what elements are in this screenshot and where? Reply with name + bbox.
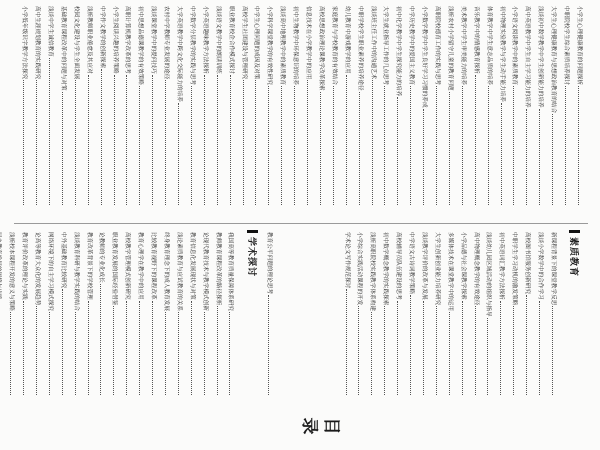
toc-leader-dots	[23, 301, 31, 395]
toc-entry-title: 初中英语词汇教学方法探析	[498, 232, 505, 300]
toc-entry	[406, 232, 418, 408]
toc-entry-title: 小学英语趣味教学方法探析	[201, 6, 208, 74]
toc-entry	[97, 232, 109, 408]
toc-entry	[561, 6, 573, 218]
toc-entry-title: 中学数学分层教学的实践与思考	[189, 6, 195, 86]
toc-entry	[19, 232, 31, 408]
toc-entry-title: 中学作文教学的创新探索	[98, 6, 105, 69]
toc-leader-dots	[333, 86, 341, 205]
toc-entry	[213, 232, 225, 408]
toc-leader-dots	[410, 86, 418, 205]
toc-entry-title: 浅析教师职业倦怠及其应对	[85, 6, 92, 74]
toc-leader-dots	[23, 80, 31, 205]
toc-leader-dots	[436, 86, 444, 205]
toc-entry	[342, 232, 354, 408]
toc-entry	[161, 6, 173, 218]
toc-leader-dots	[436, 306, 444, 395]
toc-leader-dots	[552, 306, 560, 395]
toc-entry-title: 初中生物教学中环保意识的培养	[292, 6, 299, 86]
toc-entry	[135, 232, 147, 408]
toc-entry	[58, 6, 70, 218]
toc-entry	[316, 6, 328, 218]
toc-leader-dots	[49, 58, 57, 205]
toc-entry-title: 小学低年级识字教学方法探究	[21, 6, 28, 80]
toc-entry-title: 农村中学教师专业发展的途径	[163, 6, 170, 80]
toc-entry-title: 论现代教育技术与教学模式创新	[201, 232, 208, 312]
toc-entry-title: 中学历史教学中的爱国主义教育	[408, 6, 415, 86]
toc-entry	[380, 232, 392, 408]
toc-entry	[84, 232, 96, 408]
toc-entry-title: 教育信息化发展现状与对策	[188, 232, 195, 300]
toc-leader-dots	[10, 312, 18, 395]
toc-entry	[213, 6, 225, 218]
toc-entry-title: 浅论素质教育与应试教育的关系	[175, 232, 182, 312]
toc-entry	[6, 232, 18, 408]
toc-entry-title: 职业教育发展的国际经验借鉴	[111, 232, 118, 306]
toc-leader-dots	[565, 86, 573, 205]
toc-entry-title: 高校辅导员队伍建设的思考	[395, 232, 402, 300]
toc-leader-dots	[217, 306, 225, 395]
toc-entry-title: 中职院校学生综合素质培养探讨	[563, 6, 570, 86]
toc-leader-dots	[294, 86, 302, 205]
toc-entry-title: 学术论文写作规范探讨	[343, 232, 350, 289]
toc-entry	[445, 232, 457, 408]
toc-leader-dots	[75, 312, 83, 395]
toc-leader-dots	[384, 306, 392, 395]
column-divider	[14, 223, 588, 224]
toc-entry	[393, 6, 405, 218]
toc-leader-dots	[526, 295, 534, 395]
toc-entry	[135, 6, 147, 218]
toc-leader-dots	[539, 301, 547, 395]
toc-entry	[19, 6, 31, 218]
toc-entry-title: 校园文化建设与学生全面发展	[72, 6, 79, 80]
toc-entry-title: 大学生心理健康教育与思想政治教育的结合	[550, 6, 557, 114]
toc-entry	[45, 6, 57, 218]
toc-entry	[200, 6, 212, 218]
toc-leader-dots	[139, 301, 147, 395]
section-header-quality-education	[567, 230, 582, 277]
toc-entry	[406, 6, 418, 218]
toc-entry	[574, 6, 586, 218]
toc-entry-title: 浅谈班主任工作中的沟通艺术	[369, 6, 376, 80]
toc-entry	[123, 6, 135, 218]
toc-entry-title: 体育教学中学生意志品质的培养	[485, 6, 492, 86]
toc-leader-dots	[204, 312, 212, 395]
toc-entry-title: 美术教学中学生审美能力的培养	[459, 6, 466, 86]
toc-entry	[264, 232, 276, 408]
toc-entry-title: 初中数学概念教学的实践探索	[382, 232, 389, 306]
toc-leader-dots	[410, 295, 418, 395]
toc-entry	[535, 6, 547, 218]
toc-leader-dots	[500, 301, 508, 395]
toc-leader-dots	[462, 86, 470, 205]
toc-column-right	[0, 226, 600, 450]
toc-leader-dots	[165, 312, 173, 395]
toc-entry-title: 高职院校德育工作的实践与思考	[434, 6, 441, 86]
toc-leader-dots	[165, 80, 173, 205]
toc-entry-title: 论教师的专业化成长	[98, 232, 105, 283]
toc-entry-title: 浅谈课堂教学中的提问技巧	[150, 6, 157, 74]
toc-entry-title: 新课程背景下的课堂教学反思	[550, 232, 556, 306]
toc-entry	[303, 6, 315, 218]
toc-leader-dots	[475, 306, 483, 395]
toc-entry	[419, 6, 431, 218]
toc-entry-title: 终身教育理念下的成人教育发展	[163, 232, 169, 312]
page-title-char: 目	[321, 417, 341, 441]
toc-entry	[355, 232, 367, 408]
toc-entry	[329, 6, 341, 218]
toc-leader-dots	[191, 86, 199, 205]
toc-leader-dots	[36, 80, 44, 205]
toc-entry	[522, 6, 534, 218]
toc-entry-title: 浅析农村小学留守儿童的教育问题	[447, 6, 453, 91]
page-title-char: 录	[299, 417, 319, 441]
toc-leader-dots	[88, 301, 96, 395]
toc-leader-dots	[101, 69, 109, 205]
toc-entry-title: 浅谈高中地理教学中的素质教育	[279, 6, 286, 86]
toc-entry	[432, 232, 444, 408]
toc-entry	[226, 232, 238, 408]
toc-entry	[187, 6, 199, 218]
toc-entry-title: 职业教育校企合作模式探讨	[227, 6, 234, 74]
toc-entry-title: 信息技术在小学教学中的应用	[305, 6, 312, 80]
toc-leader-dots	[49, 312, 57, 395]
toc-leader-dots	[423, 301, 431, 395]
toc-entry	[458, 6, 470, 218]
toc-entry-title: 小学数学教学中学生良好学习习惯的养成	[421, 6, 428, 108]
toc-entry-title: 中职学生学习动机的激发策略	[511, 232, 518, 306]
toc-leader-dots	[397, 97, 405, 205]
toc-entry-title: 浅析校本课程开发的意义与策略	[8, 232, 15, 312]
toc-entry	[161, 232, 173, 408]
toc-leader-dots	[513, 306, 521, 395]
toc-leader-dots	[423, 109, 431, 205]
toc-entry-title: 大学生创新创业能力培养研究	[433, 232, 440, 306]
toc-entry-title: 教育心理学在教学中的应用	[137, 232, 144, 300]
toc-entry	[110, 6, 122, 218]
toc-entry	[484, 232, 496, 408]
toc-entry-title: 浅谈幼儿园区域活动的组织与指导	[485, 232, 492, 317]
toc-entry-title: 小学生心理健康教育的问题探析	[576, 6, 582, 86]
toc-leader-dots	[488, 86, 496, 205]
toc-leader-dots	[256, 80, 264, 205]
page-title	[298, 410, 342, 448]
toc-entry	[32, 232, 44, 408]
toc-leader-dots	[346, 75, 354, 205]
toc-entry	[367, 232, 379, 408]
toc-entry	[419, 232, 431, 408]
toc-entry	[187, 232, 199, 408]
toc-leader-dots	[372, 80, 380, 205]
toc-entry-title: 小学语文阅读教学中的素质教育	[511, 6, 518, 86]
toc-entry	[355, 6, 367, 218]
toc-entry	[174, 6, 186, 218]
toc-entry-title: 教育公平问题的理论思考	[266, 232, 273, 295]
toc-leader-dots	[449, 312, 457, 395]
toc-leader-dots	[501, 103, 509, 205]
toc-entry	[497, 6, 509, 218]
toc-entry	[148, 6, 160, 218]
toc-entry-title: 高中生涯规划教育的实践研究	[34, 6, 41, 80]
toc-leader-dots	[539, 109, 547, 205]
toc-entry-title: 我国高等教育质量保障体系研究	[227, 232, 234, 312]
toc-entry	[471, 232, 483, 408]
toc-entry	[122, 232, 134, 408]
toc-entry	[109, 232, 121, 408]
toc-entry	[535, 232, 547, 408]
toc-entry	[496, 232, 508, 408]
toc-entry	[239, 6, 251, 218]
toc-entry-title: 中职学校学生职业素养的培养途径	[356, 6, 363, 91]
toc-leader-dots	[101, 284, 109, 395]
toc-entry	[200, 232, 212, 408]
toc-leader-dots	[268, 295, 276, 395]
toc-entry-title: 高中英语教学中学生自主学习能力的培养	[524, 6, 531, 108]
toc-entry-title: 小学综合实践活动课程的开发	[356, 232, 363, 306]
toc-leader-dots	[526, 109, 534, 205]
section-marker	[569, 230, 580, 233]
toc-entry-title: 多媒体技术在课堂教学中的运用	[446, 232, 453, 312]
toc-leader-dots	[346, 289, 354, 395]
toc-leader-dots	[268, 86, 276, 205]
toc-entry-title: 初中化学教学中学生探究能力的培养	[395, 6, 402, 97]
toc-entry	[32, 6, 44, 218]
toc-entry	[510, 6, 522, 218]
toc-entry	[290, 6, 302, 218]
toc-entry	[84, 6, 96, 218]
section-title: 学术探讨	[246, 237, 256, 278]
toc-leader-dots	[191, 301, 199, 395]
toc-entry-title: 浅析高职院校实践教学体系构建	[369, 232, 376, 312]
toc-leader-dots	[217, 75, 225, 205]
toc-entry	[148, 232, 160, 408]
toc-leader-dots	[178, 312, 186, 395]
section-title: 素质教育	[568, 237, 578, 278]
toc-entry	[484, 6, 496, 218]
toc-leader-dots	[488, 318, 496, 395]
toc-entry-title: 浅谈语文教学中的朗读训练	[214, 6, 221, 74]
toc-entry-title: 中外基础教育比较研究	[59, 232, 66, 289]
toc-entry	[58, 232, 70, 408]
toc-entry	[252, 6, 264, 218]
toc-entry-title: 小学生阅读兴趣的培养策略	[111, 6, 118, 74]
toc-leader-dots	[36, 306, 44, 395]
toc-entry-title: 教育改革背景下的学校管理	[85, 232, 92, 300]
toc-entry-title: 教师教育课程改革的路径探析	[214, 232, 221, 306]
toc-entry-title: 小学品德与社会课教学探索	[459, 232, 466, 300]
toc-entry	[264, 6, 276, 218]
toc-leader-dots	[371, 312, 379, 395]
toc-entry-title: 初中思想品德课教学的有效策略	[137, 6, 144, 86]
section-marker	[247, 230, 258, 233]
toc-entry-title: 浅谈初中数学教学中学生创新能力的培养	[537, 6, 544, 108]
toc-entry	[277, 6, 289, 218]
toc-leader-dots	[62, 92, 70, 205]
toc-leader-dots	[385, 86, 393, 205]
toc-leader-dots	[243, 80, 251, 205]
toc-entry	[522, 232, 534, 408]
toc-entry	[342, 6, 354, 218]
toc-entry-title: 中学语文古诗词教学策略	[408, 232, 415, 295]
toc-entry-title: 浅谈教学评价的改革与发展	[421, 232, 427, 300]
toc-entry-title: 浅谈小学数学中的合作学习	[537, 232, 544, 300]
toc-entry	[509, 232, 521, 408]
toc-entry-title: 浅谈中学生诚信教育	[47, 6, 54, 57]
toc-entry	[432, 6, 444, 218]
toc-leader-dots	[320, 92, 328, 205]
toc-entry	[0, 232, 5, 408]
toc-entry-title: 比较教育视野下的课程改革	[150, 232, 157, 300]
toc-leader-dots	[359, 92, 367, 205]
toc-leader-dots	[62, 289, 70, 395]
toc-entry	[368, 6, 380, 218]
toc-entry	[381, 6, 393, 218]
toc-leader-dots	[126, 301, 134, 395]
toc-column-left	[0, 0, 600, 222]
toc-leader-dots	[75, 80, 83, 205]
toc-leader-dots	[178, 103, 186, 205]
toc-entry-title: 音乐教学中的情感教育探析	[472, 6, 479, 74]
toc-entry-title: 网络环境下的自主学习模式探究	[46, 232, 53, 312]
toc-leader-dots	[578, 86, 586, 205]
toc-leader-dots	[152, 75, 160, 205]
toc-leader-dots	[475, 75, 483, 205]
toc-entry-title: 高校图书馆服务创新研究	[524, 232, 531, 295]
toc-leader-dots	[462, 301, 470, 395]
toc-leader-dots	[552, 114, 560, 205]
toc-entry	[548, 6, 560, 218]
toc-leader-dots	[449, 92, 457, 205]
toc-leader-dots	[114, 75, 122, 205]
toc-leader-dots	[230, 312, 238, 395]
toc-entry-title: 高中物理概念教学的有效途径	[472, 232, 479, 306]
toc-leader-dots	[514, 86, 522, 205]
toc-entry-title: 高校思想政治理论课教学改革探索	[318, 6, 324, 91]
toc-entry-title: 大学英语教学中跨文化交际能力的培养	[176, 6, 183, 102]
toc-leader-dots	[307, 80, 315, 205]
toc-leader-dots	[204, 75, 212, 205]
toc-entry-title: 高校学生社团建设与管理研究	[240, 6, 247, 80]
toc-leader-dots	[127, 75, 135, 205]
toc-entry	[393, 232, 405, 408]
toc-entry-title: 家庭教育与学校教育的有效结合	[330, 6, 337, 86]
toc-entry-title: 幼儿教育中游戏教学的应用	[343, 6, 350, 74]
toc-entry-title: 高职计算机教学改革的思考	[124, 6, 131, 74]
toc-entry-title: 高校教学管理模式创新研究	[124, 232, 131, 300]
toc-leader-dots	[397, 301, 405, 395]
section-header-academic-research	[245, 230, 260, 277]
toc-entry-title: 小学科学课堂教学的有效性研究	[266, 6, 273, 86]
toc-entry	[174, 232, 186, 408]
toc-entry	[548, 232, 560, 408]
toc-entry	[71, 6, 83, 218]
toc-entry-title: 初中物理实验教学与学生动手能力培养	[498, 6, 505, 102]
toc-entry	[71, 232, 83, 408]
toc-entry	[97, 6, 109, 218]
toc-leader-dots	[230, 75, 238, 205]
toc-entry	[445, 6, 457, 218]
toc-leader-dots	[359, 306, 367, 395]
toc-entry-title: 教育评价改革的理论与实践	[21, 232, 28, 300]
toc-entry-title	[0, 232, 4, 300]
toc-leader-dots	[139, 86, 147, 205]
toc-leader-dots	[281, 86, 289, 205]
toc-entry-title: 论高等教育大众化的发展趋势	[34, 232, 40, 306]
toc-leader-dots	[152, 301, 160, 395]
toc-entry	[45, 232, 57, 408]
toc-entry	[471, 6, 483, 218]
toc-leader-dots	[113, 306, 121, 395]
toc-entry-title: 中学生心理问题的成因及对策	[253, 6, 260, 80]
toc-leader-dots	[88, 75, 96, 205]
toc-entry	[458, 232, 470, 408]
toc-entry-title: 浅谈教育科研与教学实践的结合	[72, 232, 79, 312]
toc-entry-title: 大学生就业指导工作的几点思考	[382, 6, 389, 86]
toc-entry-title: 基础教育课程改革中的问题与对策	[60, 6, 66, 91]
toc-entry	[226, 6, 238, 218]
toc-leader-dots	[0, 301, 5, 395]
